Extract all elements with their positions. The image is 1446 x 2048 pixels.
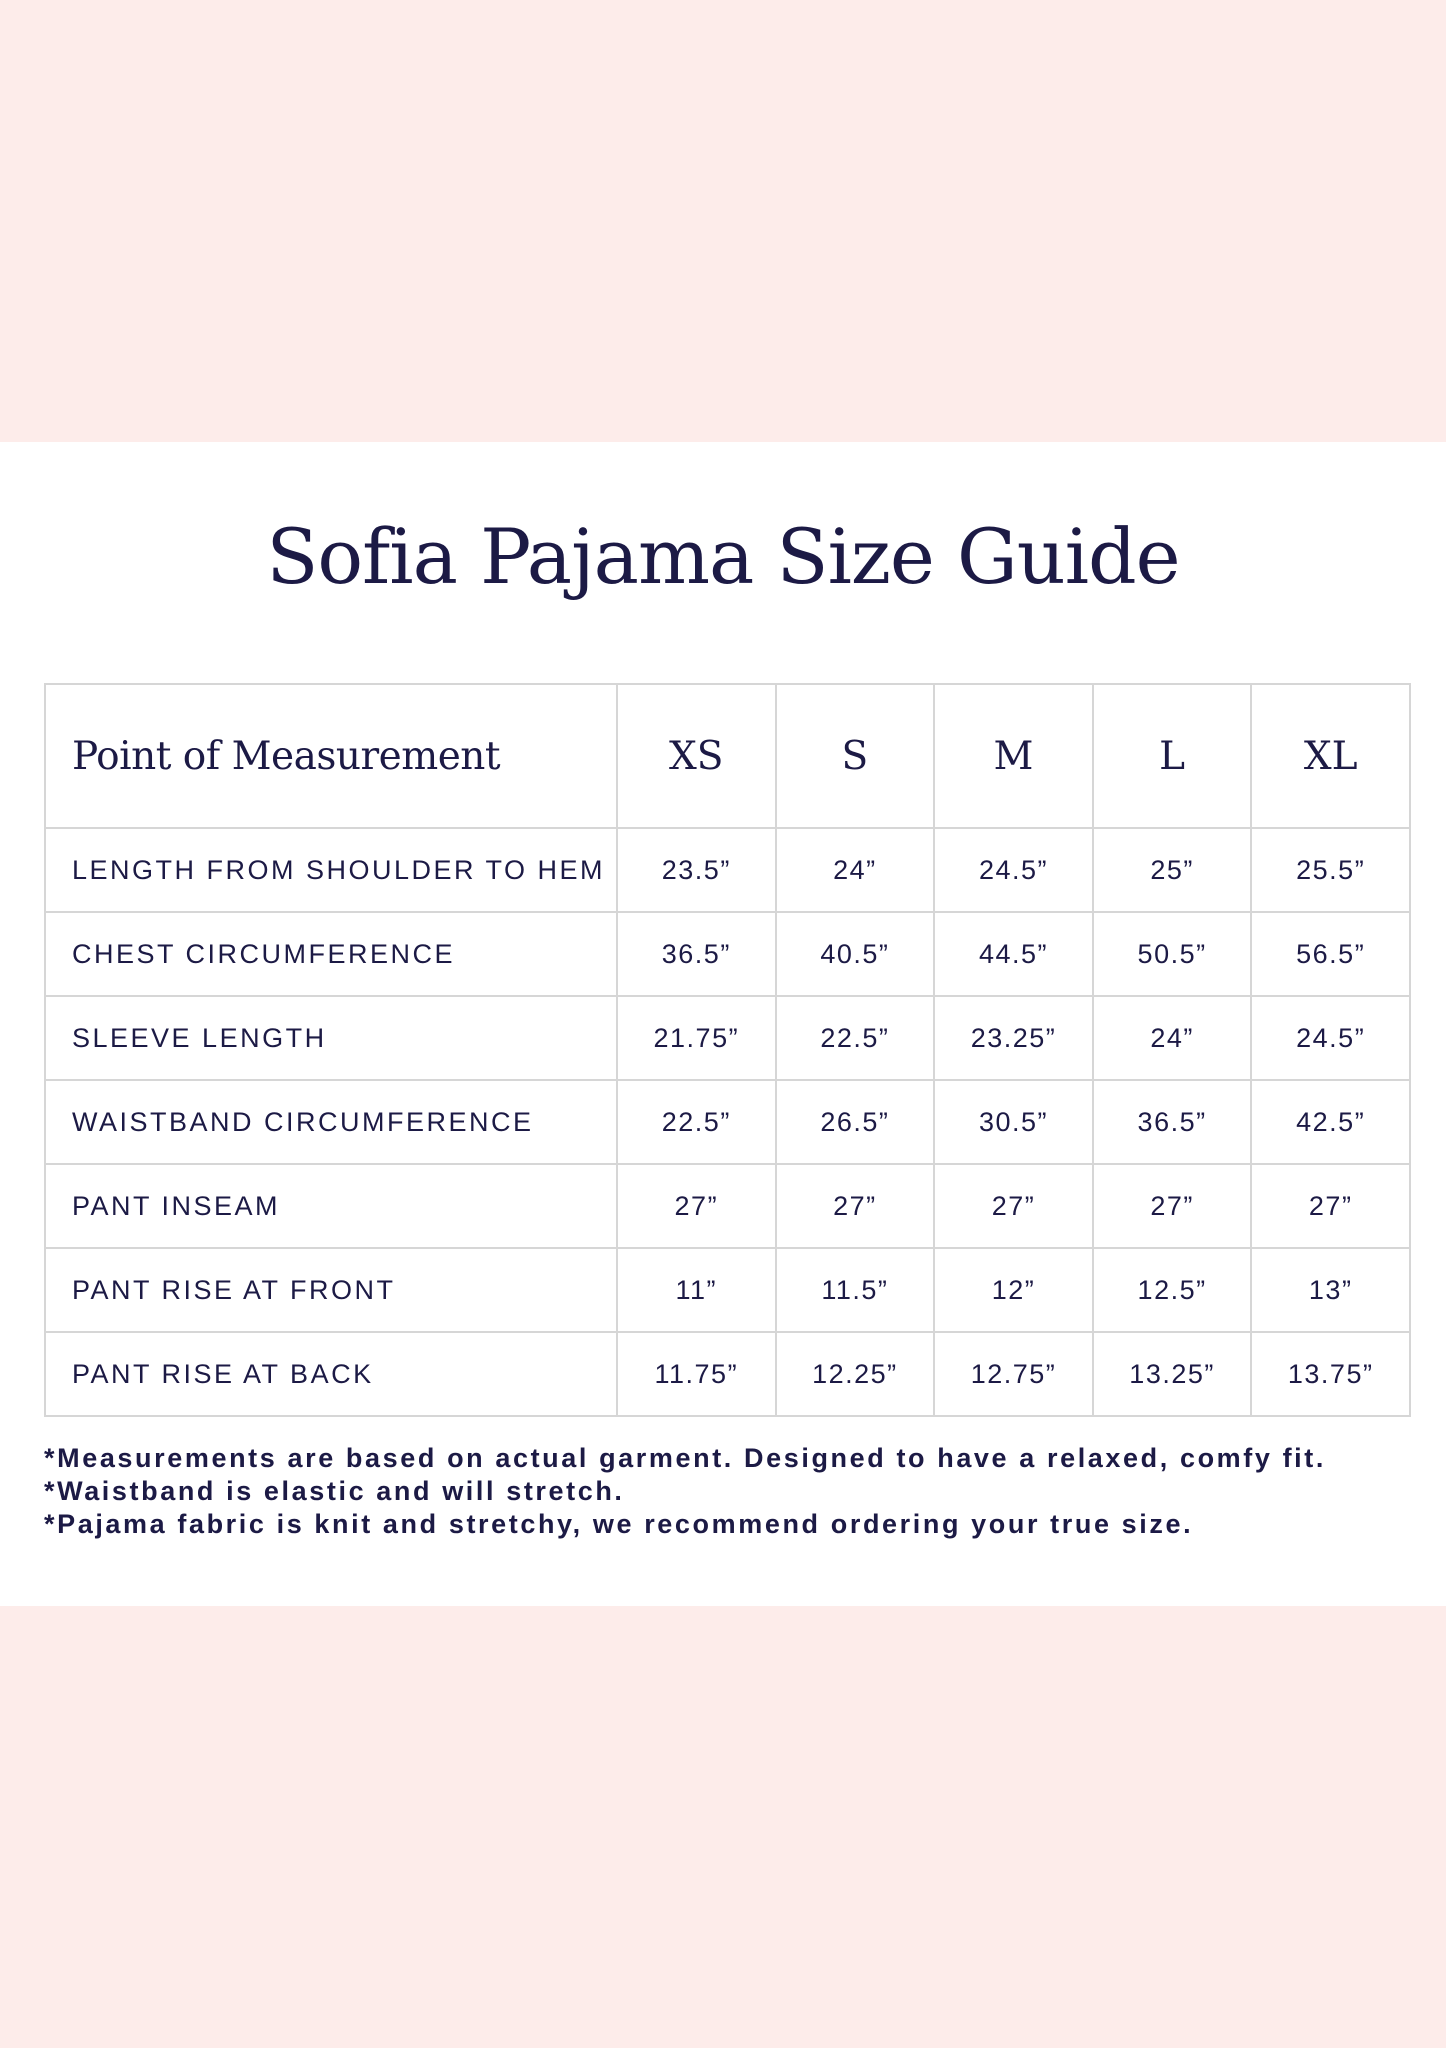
cell-value: 27” <box>776 1164 935 1248</box>
cell-value: 13” <box>1251 1248 1410 1332</box>
cell-value: 12.75” <box>934 1332 1093 1416</box>
cell-value: 11.5” <box>776 1248 935 1332</box>
header-point-of-measurement: Point of Measurement <box>45 684 617 828</box>
cell-value: 25” <box>1093 828 1252 912</box>
cell-value: 56.5” <box>1251 912 1410 996</box>
bottom-pink-band <box>0 1606 1446 2048</box>
row-label: LENGTH FROM SHOULDER TO HEM <box>45 828 617 912</box>
note-waistband: *Waistband is elastic and will stretch. <box>44 1476 625 1506</box>
row-label: PANT RISE AT BACK <box>45 1332 617 1416</box>
cell-value: 44.5” <box>934 912 1093 996</box>
table-row <box>45 1080 1410 1164</box>
cell-value: 40.5” <box>776 912 935 996</box>
note-fabric: *Pajama fabric is knit and stretchy, we recommend ordering your true size. <box>44 1509 1194 1539</box>
cell-value: 27” <box>1251 1164 1410 1248</box>
row-label: PANT RISE AT FRONT <box>45 1248 617 1332</box>
header-size-s: S <box>776 684 935 828</box>
cell-value: 23.5” <box>617 828 776 912</box>
cell-value: 26.5” <box>776 1080 935 1164</box>
header-size-m: M <box>934 684 1093 828</box>
cell-value: 24.5” <box>934 828 1093 912</box>
table-row <box>45 1248 1410 1332</box>
cell-value: 50.5” <box>1093 912 1252 996</box>
cell-value: 24.5” <box>1251 996 1410 1080</box>
table-row <box>45 828 1410 912</box>
cell-value: 22.5” <box>776 996 935 1080</box>
row-label: CHEST CIRCUMFERENCE <box>45 912 617 996</box>
cell-value: 24” <box>776 828 935 912</box>
cell-value: 24” <box>1093 996 1252 1080</box>
cell-value: 25.5” <box>1251 828 1410 912</box>
cell-value: 22.5” <box>617 1080 776 1164</box>
cell-value: 11.75” <box>617 1332 776 1416</box>
table-row <box>45 1332 1410 1416</box>
cell-value: 27” <box>934 1164 1093 1248</box>
cell-value: 21.75” <box>617 996 776 1080</box>
size-guide-panel <box>0 442 1446 1606</box>
note-measurements: *Measurements are based on actual garment. Designed to have a relaxed, comfy fit. <box>44 1443 1326 1473</box>
cell-value: 42.5” <box>1251 1080 1410 1164</box>
cell-value: 27” <box>1093 1164 1252 1248</box>
cell-value: 12” <box>934 1248 1093 1332</box>
header-size-xl: XL <box>1251 684 1410 828</box>
cell-value: 36.5” <box>617 912 776 996</box>
table-row <box>45 1164 1410 1248</box>
size-table <box>44 683 1411 1417</box>
table-row <box>45 996 1410 1080</box>
cell-value: 13.75” <box>1251 1332 1410 1416</box>
cell-value: 11” <box>617 1248 776 1332</box>
cell-value: 13.25” <box>1093 1332 1252 1416</box>
row-label: SLEEVE LENGTH <box>45 996 617 1080</box>
cell-value: 30.5” <box>934 1080 1093 1164</box>
cell-value: 12.25” <box>776 1332 935 1416</box>
table-header-row <box>45 684 1410 828</box>
header-size-l: L <box>1093 684 1252 828</box>
header-size-xs: XS <box>617 684 776 828</box>
row-label: WAISTBAND CIRCUMFERENCE <box>45 1080 617 1164</box>
top-pink-band <box>0 0 1446 442</box>
cell-value: 12.5” <box>1093 1248 1252 1332</box>
cell-value: 27” <box>617 1164 776 1248</box>
cell-value: 36.5” <box>1093 1080 1252 1164</box>
size-notes <box>44 1442 1424 1541</box>
table-row <box>45 912 1410 996</box>
row-label: PANT INSEAM <box>45 1164 617 1248</box>
page-title: Sofia Pajama Size Guide <box>266 512 1180 601</box>
cell-value: 23.25” <box>934 996 1093 1080</box>
